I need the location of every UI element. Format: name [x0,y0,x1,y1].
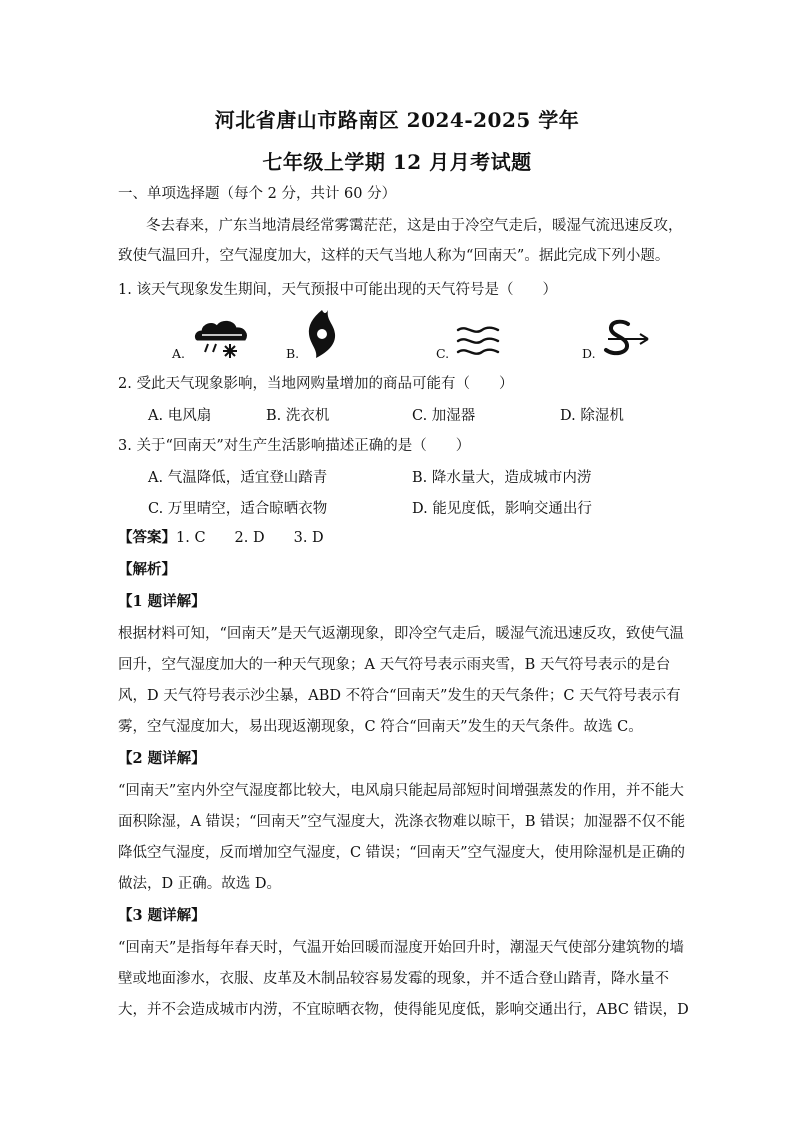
title-line-1: 河北省唐山市路南区 2024-2025 学年 [214,108,580,132]
section-heading: 一、单项选择题（每个 2 分，共计 60 分） [118,186,397,202]
detail-2-line-1: “回南天”室内外空气湿度都比较大，电风扇只能起局部短时间增强蒸发的作用，并不能大 [118,783,684,799]
q2-option-a: A. 电风扇 [148,408,212,424]
fog-icon [454,322,502,360]
question-2-stem: 2. 受此天气现象影响，当地网购量增加的商品可能有（ ） [118,376,514,392]
sandstorm-icon [600,318,654,360]
detail-3-line-3: 大，并不会造成城市内涝，不宜晾晒衣物，使得能见度低，影响交通出行，ABC 错误，D [118,1002,689,1018]
detail-3-line-1: “回南天”是指每年春天时，气温开始回暖而湿度开始回升时，潮湿天气使部分建筑物的墙 [118,940,684,956]
option-c-label: C. [436,346,450,361]
answer-line [118,528,324,548]
detail-2-line-4: 做法，D 正确。故选 D。 [118,876,281,892]
answer-text: 1. C 2. D 3. D [176,530,324,546]
q3-option-c: C. 万里晴空，适合晾晒衣物 [148,501,328,517]
typhoon-icon [304,308,340,360]
q3-option-b: B. 降水量大，造成城市内涝 [412,470,592,486]
detail-1-line-4: 雾，空气湿度加大，易出现返潮现象，C 符合“回南天”发生的天气条件。故选 C。 [118,719,643,735]
detail-2-line-2: 面积除湿，A 错误；“回南天”空气湿度大，洗涤衣物难以晾干，B 错误；加湿器不仅不能 [118,814,686,830]
detail-1-line-1: 根据材料可知，“回南天”是天气返潮现象，即冷空气走后，暖湿气流迅速反攻，致使气温 [118,626,684,642]
detail-1-line-2: 回升，空气湿度加大的一种天气现象；A 天气符号表示雨夹雪，B 天气符号表示的是台 [118,657,671,673]
analysis-label: 【解析】 [118,561,176,578]
q3-option-d: D. 能见度低，影响交通出行 [412,501,592,517]
question-1-stem: 1. 该天气现象发生期间，天气预报中可能出现的天气符号是（ ） [118,282,557,298]
q2-option-c: C. 加湿器 [412,408,476,424]
q3-option-a: A. 气温降低，适宜登山踏青 [148,470,328,486]
q2-option-b: B. 洗衣机 [266,408,330,424]
option-a-label: A. [172,346,186,361]
detail-2-line-3: 降低空气湿度，反而增加空气湿度，C 错误；“回南天”空气湿度大，使用除湿机是正确的 [118,845,686,861]
q2-option-d: D. 除湿机 [560,408,624,424]
detail-1-line-3: 风，D 天气符号表示沙尘暴，ABD 不符合“回南天”发生的天气条件；C 天气符号表示有 [118,688,681,704]
intro-line-1: 冬去春来，广东当地清晨经常雾霭茫茫，这是由于冷空气走后，暖湿气流迅速反攻， [146,218,683,234]
answer-label: 【答案】 [118,529,176,546]
question-3-stem: 3. 关于“回南天”对生产生活影响描述正确的是（ ） [118,438,471,454]
rain-snow-icon [192,316,254,362]
option-d-label: D. [582,346,596,361]
intro-line-2: 致使气温回升，空气湿度加大，这样的天气当地人称为“回南天”。据此完成下列小题。 [118,248,670,264]
detail-3-line-2: 壁或地面渗水，衣服、皮革及木制品较容易发霉的现象，并不适合登山踏青，降水量不 [118,971,669,987]
title-line-2: 七年级上学期 12 月月考试题 [262,150,532,174]
detail-3-heading: 【3 题详解】 [118,907,206,924]
detail-1-heading: 【1 题详解】 [118,593,206,610]
option-b-label: B. [286,346,300,361]
detail-2-heading: 【2 题详解】 [118,750,206,767]
